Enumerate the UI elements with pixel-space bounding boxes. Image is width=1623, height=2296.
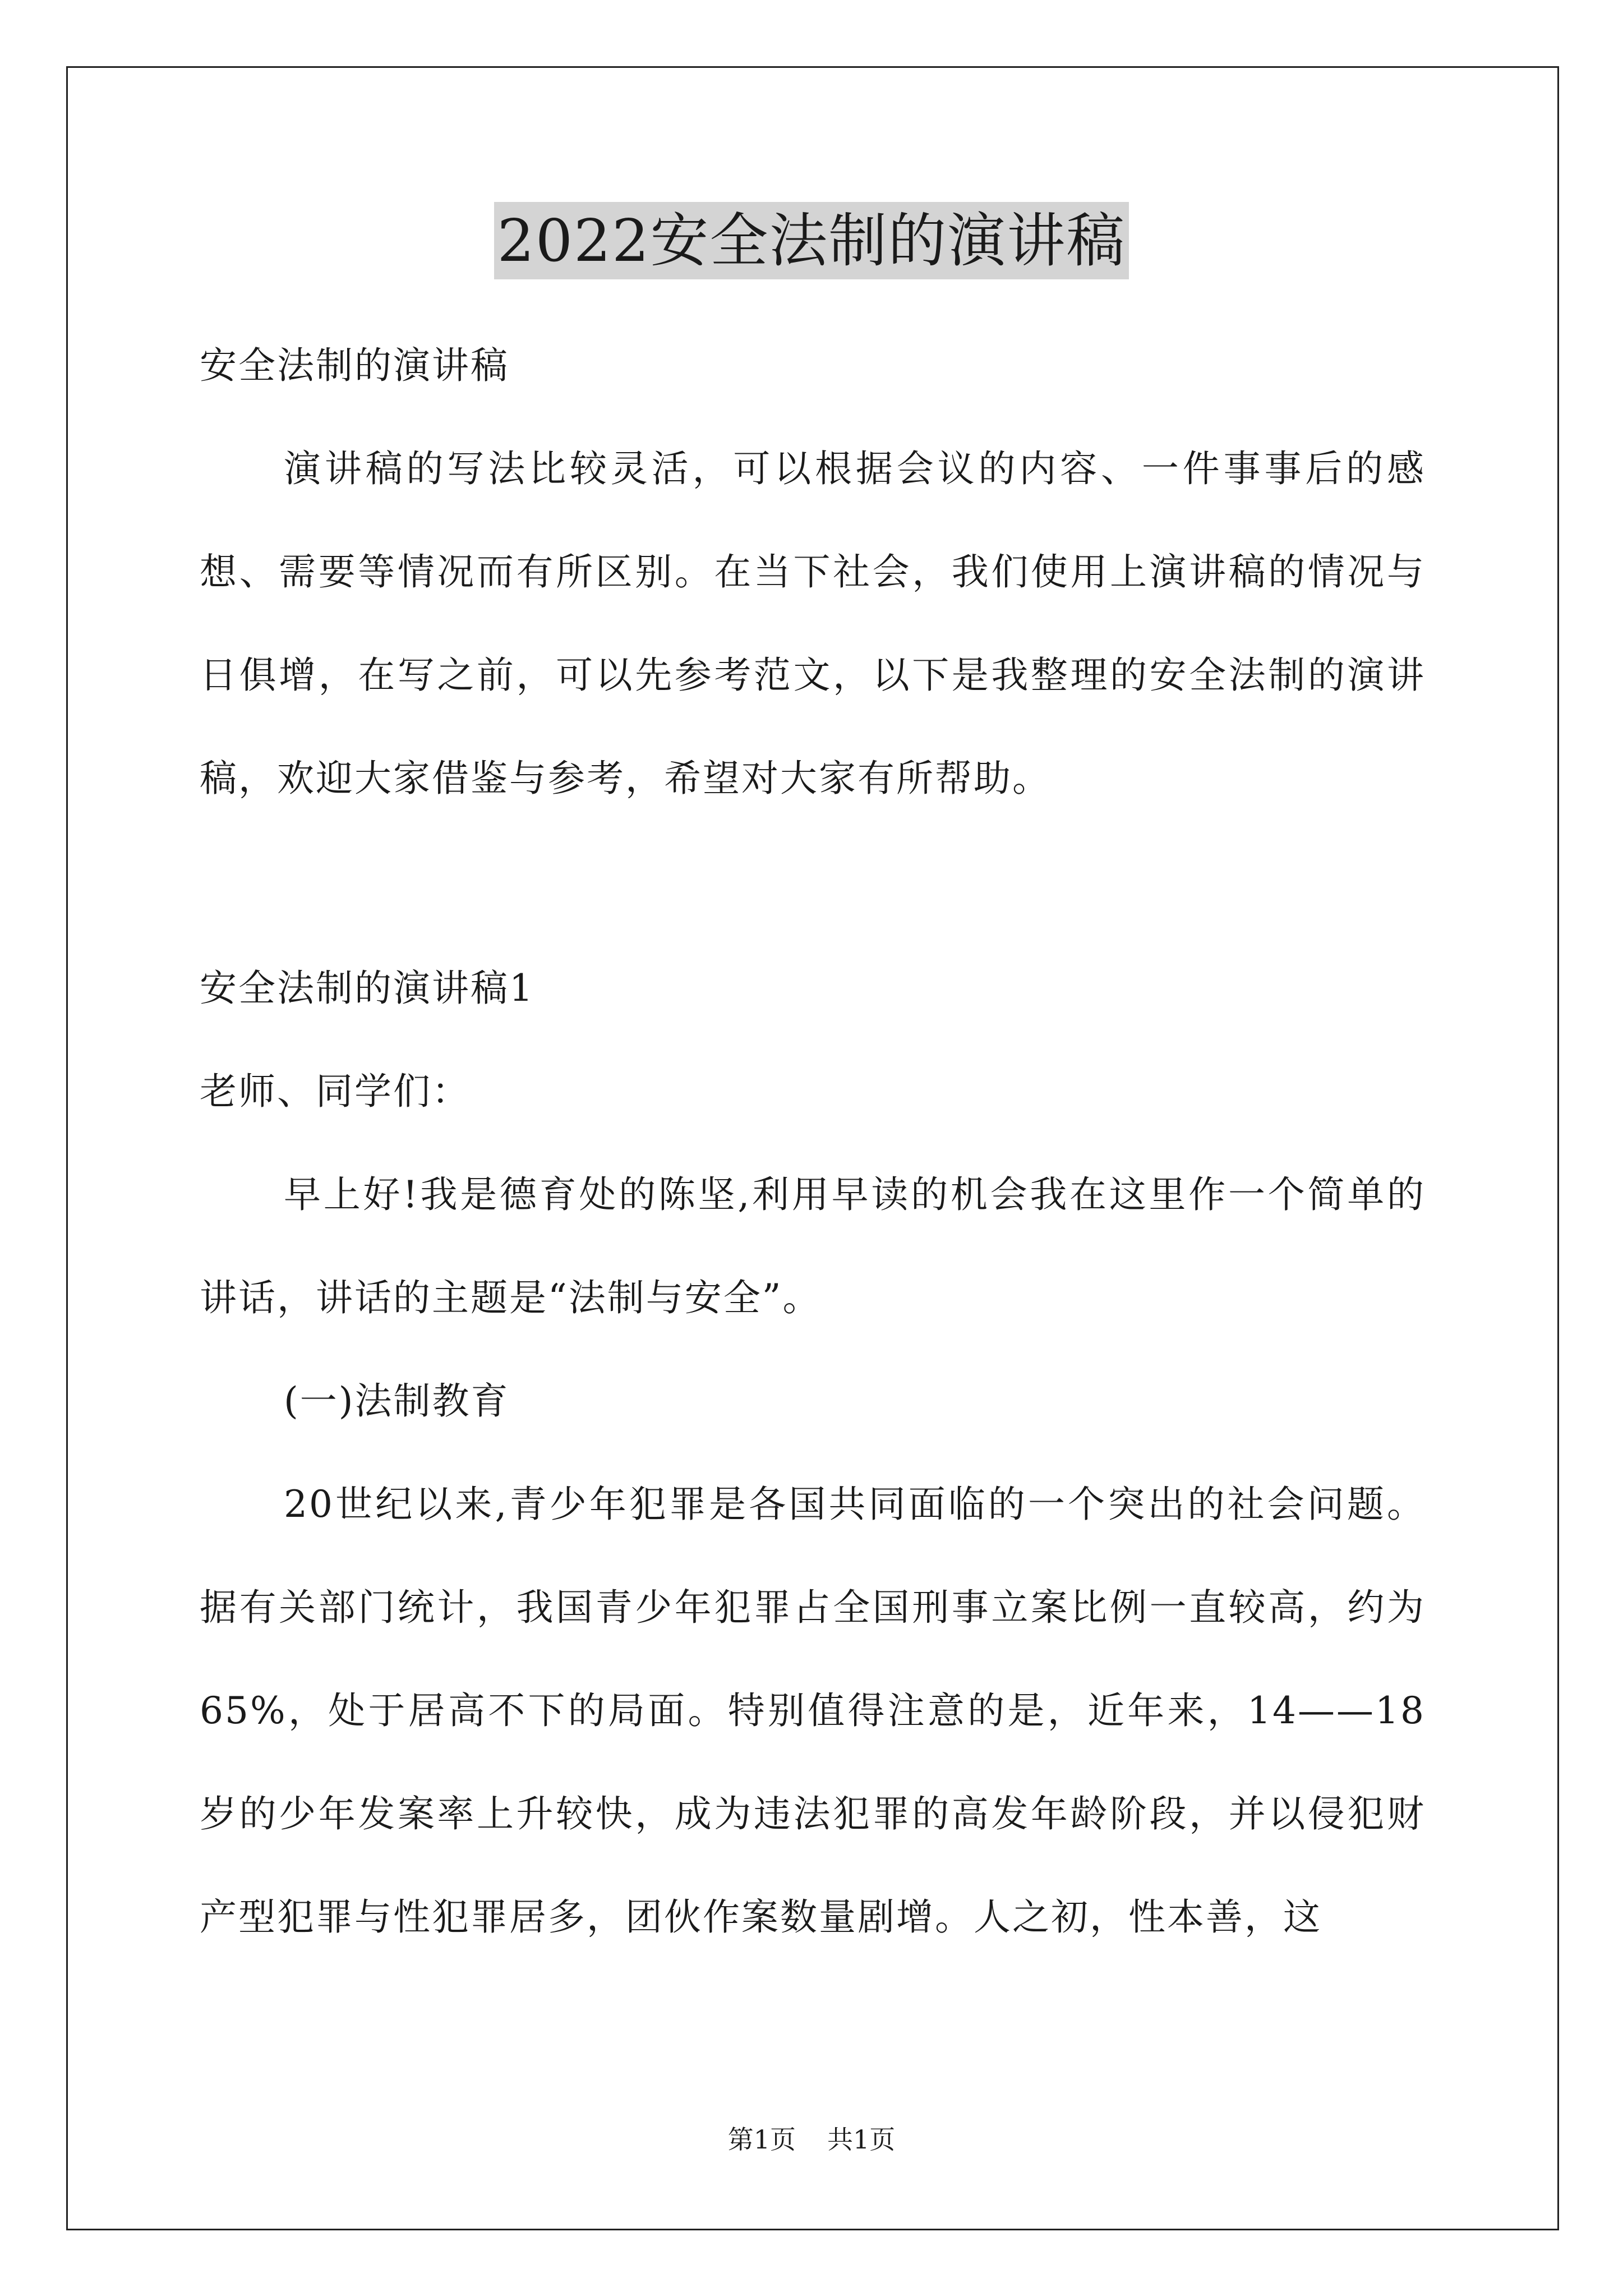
paragraph-greeting: 早上好!我是德育处的陈坚,利用早读的机会我在这里作一个简单的讲话，讲话的主题是“法制与安全”。 <box>200 1173 1426 1319</box>
salutation: 老师、同学们： <box>200 1070 471 1113</box>
paragraph-subtitle: 安全法制的演讲稿 <box>200 344 509 387</box>
page-total: 共1页 <box>827 2124 896 2155</box>
subsection-heading: (一)法制教育 <box>284 1379 510 1423</box>
paragraph-intro: 演讲稿的写法比较灵活，可以根据会议的内容、一件事事后的感想、需要等情况而有所区别。在当下社会，我们使用上演讲稿的情况与日俱增，在写之前，可以先参考范文，以下是我整理的安全法制的演讲稿，欢迎大家借鉴与参考，希望对大家有所帮助。 <box>200 447 1426 800</box>
section-heading: 安全法制的演讲稿1 <box>200 967 534 1010</box>
paragraph-body: 20世纪以来,青少年犯罪是各国共同面临的一个突出的社会问题。据有关部门统计，我国青少年犯罪占全国刑事立案比例一直较高，约为65%，处于居高不下的局面。特别值得注意的是，近年来，14——18岁的少年发案率上升较快，成为违法犯罪的高发年龄阶段，并以侵犯财产型犯罪与性犯罪居多，团伙作案数量剧增。人之初，性本善，这 <box>200 1483 1426 1939</box>
document-title: 2022安全法制的演讲稿 <box>494 202 1129 279</box>
paragraph-spacer <box>200 830 1426 937</box>
page-footer <box>0 2123 1623 2156</box>
title-area <box>0 202 1623 279</box>
page-number: 第1页 <box>727 2124 796 2155</box>
document-body <box>200 314 1426 1969</box>
